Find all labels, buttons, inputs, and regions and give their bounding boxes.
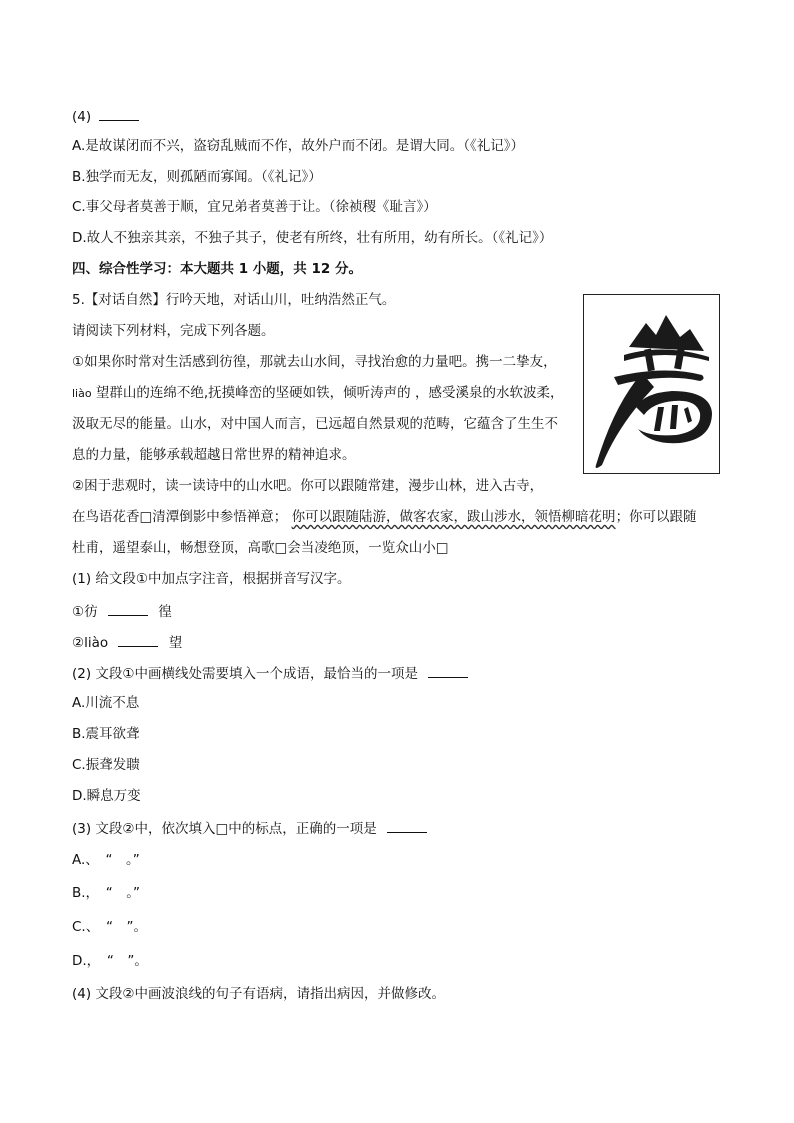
sub2-option-d: D.瞬息万变 [72, 788, 141, 804]
sub3-blank[interactable] [387, 818, 427, 833]
question-5-intro: 5.【对话自然】行吟天地，对话山川，吐纳浩然正气。 [72, 292, 396, 308]
para2-line2-b: ；你可以跟随 [615, 509, 697, 525]
wavy-underlined-sentence: 你可以跟随陆游，做客农家，跋山涉水，领悟柳暗花明 [291, 509, 616, 525]
option-d: D.故人不独亲其亲，不独子其子，使老有所终，壮有所用，幼有所长。（《礼记》） [72, 230, 553, 246]
option-a: A.是故谋闭而不兴，盗窃乱贼而不作，故外户而不闭。是谓大同。（《礼记》） [72, 138, 525, 154]
question-4-label: (4) [72, 109, 92, 125]
option-b: B.独学而无友，则孤陋而寡闻。（《礼记》） [72, 169, 322, 185]
sub4-label: (4) 文段②中画波浪线的句子有语病，请指出病因，并做修改。 [72, 986, 446, 1002]
sub1-a-post: 徨 [158, 604, 172, 620]
option-c: C.事父母者莫善于顺，宜兄弟者莫善于让。（徐祯稷《耻言》） [72, 199, 437, 215]
para2-line2-a: 在鸟语花香□清潭倒影中参悟禅意； [72, 509, 288, 525]
sub2-option-a: A.川流不息 [72, 695, 140, 711]
sub1-item-b [72, 632, 182, 652]
sub3-option-c: C.、 “ ”。 [72, 919, 147, 935]
para1-line3: 汲取无尽的能量。山水，对中国人而言，已远超自然景观的范畴，它蕴含了生生不 [72, 416, 558, 432]
question-5-instruction: 请阅读下列材料，完成下列各题。 [72, 323, 275, 339]
sub1-a-blank[interactable] [108, 601, 148, 616]
sub1-label: (1) 给文段①中加点字注音，根据拼音写汉字。 [72, 571, 351, 587]
sub2-option-b: B.震耳欲聋 [72, 726, 140, 742]
question-4-header [72, 106, 139, 126]
para2-line3: 杜甫，遥望泰山，畅想登顶，高歌□会当凌绝顶，一览众山小□ [72, 540, 449, 556]
sub1-a-pre: ①彷 [72, 604, 98, 620]
para1-pinyin: liào [72, 387, 92, 400]
para1-line2 [72, 384, 563, 403]
para1-line2-text: 望群山的连绵不绝,抚摸峰峦的坚硬如铁，倾听涛声的 ，感受溪泉的水软波柔， [91, 385, 564, 401]
sub3-option-d: D.， “ ”。 [72, 953, 148, 969]
section-heading: 四、综合性学习：本大题共 1 小题，共 12 分。 [72, 261, 362, 277]
sub2-blank[interactable] [428, 663, 468, 678]
sub1-b-pre: ②liào [72, 635, 109, 651]
sub1-b-blank[interactable] [118, 632, 158, 647]
sub2-header [72, 663, 468, 683]
sub3-option-a: A.、 “ 。” [72, 852, 140, 868]
calligraphy-logo-image [583, 294, 720, 474]
para1-line4: 息的力量，能够承载超越日常世界的精神追求。 [72, 447, 356, 463]
sub2-label: (2) 文段①中画横线处需要填入一个成语，最恰当的一项是 [72, 666, 419, 682]
answer-blank[interactable] [99, 106, 139, 121]
para2-line2 [72, 508, 697, 526]
sub3-option-b: B.， “ 。” [72, 885, 141, 901]
sub3-header [72, 818, 427, 838]
para2-line1: ②困于悲观时，读一读诗中的山水吧。你可以跟随常建，漫步山林，进入古寺， [72, 478, 544, 494]
mountain-calligraphy-icon [584, 295, 719, 473]
sub3-label: (3) 文段②中，依次填入□中的标点，正确的一项是 [72, 821, 377, 837]
sub2-option-c: C.振聋发聩 [72, 757, 140, 773]
para1-line1: ①如果你时常对生活感到彷徨，那就去山水间，寻找治愈的力量吧。携一二挚友， [72, 354, 557, 370]
sub1-b-post: 望 [168, 635, 183, 651]
sub1-item-a [72, 601, 172, 621]
